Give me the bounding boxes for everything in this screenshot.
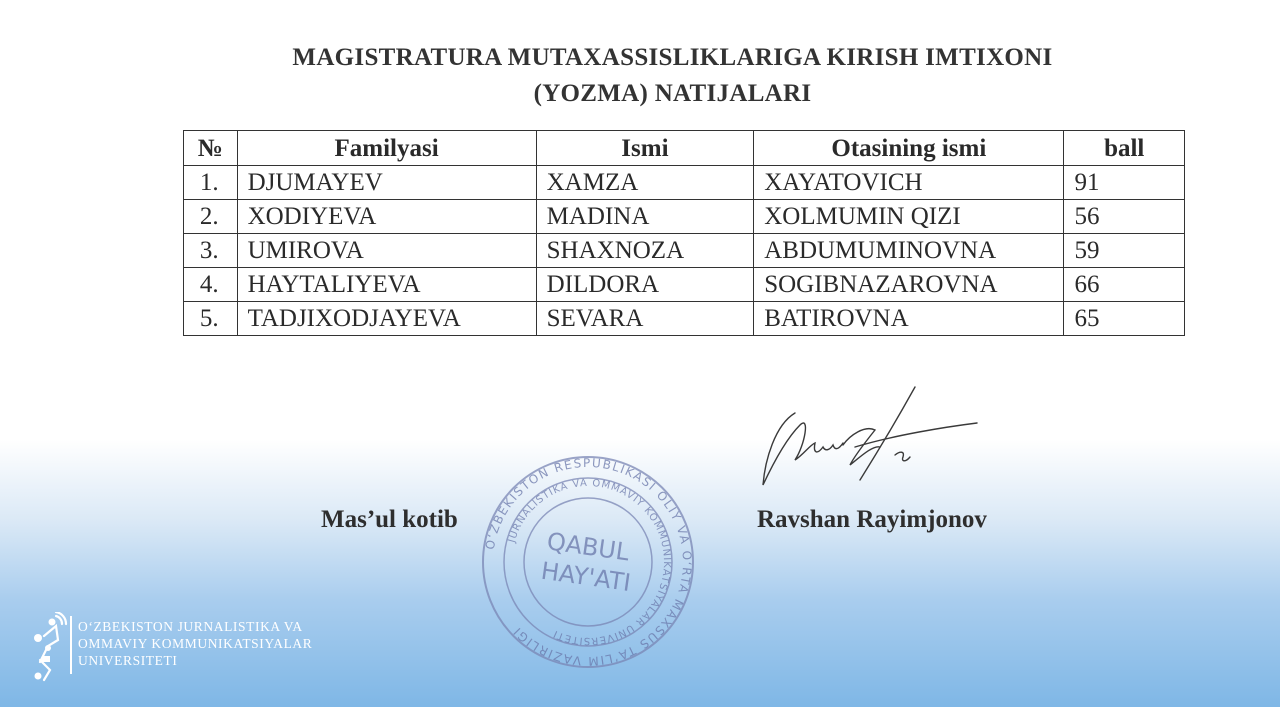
stamp-outer-text: O‘ZBEKISTON RESPUBLIKASI OLIY VA O‘RTA MAXSUS TA’LIM VAZIRLIGI (482, 455, 695, 669)
signer-name: Ravshan Rayimjonov (757, 506, 987, 533)
row-name: SEVARA (536, 302, 754, 336)
row-score: 56 (1064, 200, 1185, 234)
table-row (184, 200, 1185, 234)
title-line-1: MAGISTRATURA MUTAXASSISLIKLARIGA KIRISH IMTIXONI (292, 44, 1053, 71)
stamp-inner-text: JURNALISTIKA VA OMMAVIY KOMMUNIKATSIYALAR UNIVERSITETI (506, 477, 673, 647)
row-score: 66 (1064, 268, 1185, 302)
row-surname: DJUMAYEV (237, 166, 536, 200)
row-name: XAMZA (536, 166, 754, 200)
row-number: 3. (184, 234, 238, 268)
table-row (184, 268, 1185, 302)
university-name-line-3: UNIVERSITETI (78, 653, 178, 668)
row-surname: XODIYEVA (237, 200, 536, 234)
header-patronymic: Otasining ismi (754, 131, 1064, 166)
table-header-row (184, 131, 1185, 166)
header-surname: Familyasi (237, 131, 536, 166)
row-surname: HAYTALIYEVA (237, 268, 536, 302)
row-surname: TADJIXODJAYEVA (237, 302, 536, 336)
university-name-line-1: O‘ZBEKISTON JURNALISTIKA VA (78, 619, 303, 634)
stamp-center-line-1: QABUL (545, 527, 632, 567)
university-name-line-2: OMMAVIY KOMMUNIKATSIYALAR (78, 636, 313, 651)
row-number: 1. (184, 166, 238, 200)
table-row (184, 166, 1185, 200)
row-name: MADINA (536, 200, 754, 234)
row-score: 59 (1064, 234, 1185, 268)
row-patronymic: XAYATOVICH (754, 166, 1064, 200)
row-patronymic: BATIROVNA (754, 302, 1064, 336)
results-table (183, 130, 1185, 336)
secretary-label: Mas’ul kotib (321, 506, 458, 533)
row-name: DILDORA (536, 268, 754, 302)
official-stamp (478, 452, 698, 672)
university-name (78, 618, 312, 669)
row-name: SHAXNOZA (536, 234, 754, 268)
header-score: ball (1064, 131, 1185, 166)
row-number: 4. (184, 268, 238, 302)
row-patronymic: XOLMUMIN QIZI (754, 200, 1064, 234)
row-patronymic: ABDUMUMINOVNA (754, 234, 1064, 268)
logo-divider (70, 616, 72, 674)
table-row (184, 302, 1185, 336)
university-logo-icon (32, 612, 68, 682)
stamp-center-line-2: HAY'ATI (539, 556, 633, 597)
row-number: 5. (184, 302, 238, 336)
header-name: Ismi (536, 131, 754, 166)
document-title (0, 40, 1280, 112)
handwritten-signature (755, 385, 985, 495)
row-score: 65 (1064, 302, 1185, 336)
title-line-2: (YOZMA) NATIJALARI (533, 80, 812, 107)
row-number: 2. (184, 200, 238, 234)
row-score: 91 (1064, 166, 1185, 200)
table-row (184, 234, 1185, 268)
header-number: № (184, 131, 238, 166)
row-patronymic: SOGIBNAZAROVNA (754, 268, 1064, 302)
row-surname: UMIROVA (237, 234, 536, 268)
